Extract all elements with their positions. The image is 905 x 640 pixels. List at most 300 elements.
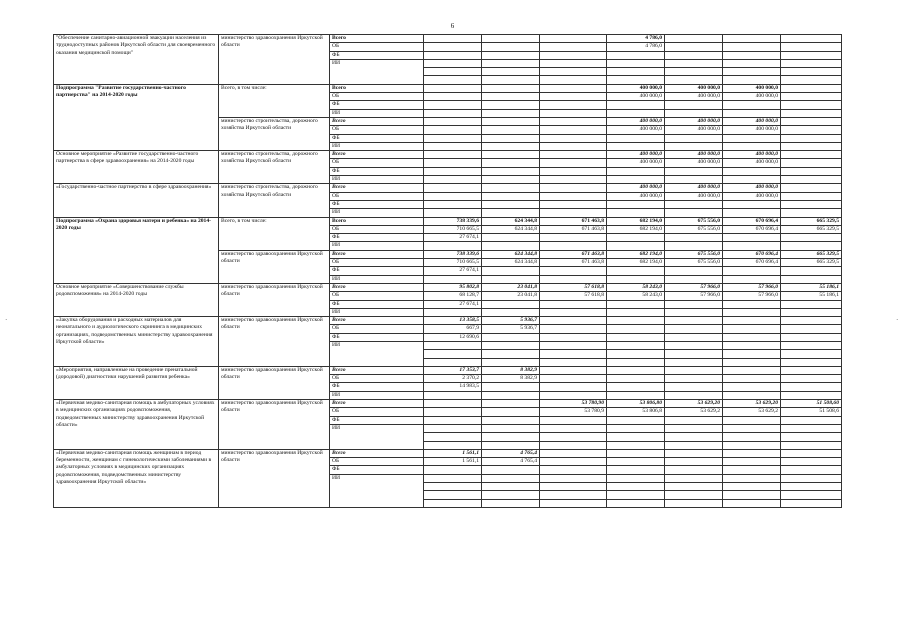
- funding-source-cell: Всего: [330, 151, 424, 159]
- amount-cell-year-6: 53 629,2: [723, 408, 781, 416]
- amount-cell-year-5: 675 556,0: [665, 259, 723, 267]
- amount-cell-year-4: [607, 142, 665, 150]
- amount-cell-year-5: [665, 333, 723, 341]
- amount-cell-year-1: 27 674,1: [424, 234, 482, 242]
- amount-cell-year-3: [540, 59, 607, 67]
- amount-cell-empty: [781, 441, 842, 449]
- funding-source-cell: Всего: [330, 400, 424, 408]
- amount-cell-year-7: [781, 84, 842, 92]
- amount-cell-empty: [540, 358, 607, 366]
- amount-cell-year-1: 27 674,1: [424, 267, 482, 275]
- funding-source-cell: ФБ: [330, 51, 424, 59]
- amount-cell-empty: [482, 441, 540, 449]
- executor-cell: министерство здравоохранения Иркутской области: [219, 400, 330, 450]
- table-row: [54, 283, 842, 291]
- amount-cell-year-7: [781, 267, 842, 275]
- amount-cell-year-2: [482, 184, 540, 192]
- amount-cell-year-7: [781, 192, 842, 200]
- amount-cell-year-7: [781, 308, 842, 316]
- amount-cell-year-6: [723, 474, 781, 482]
- amount-cell-empty: [665, 499, 723, 507]
- amount-cell-year-7: [781, 35, 842, 43]
- amount-cell-year-2: [482, 59, 540, 67]
- amount-cell-empty: [607, 68, 665, 76]
- amount-cell-year-6: [723, 333, 781, 341]
- table-row: [54, 84, 842, 92]
- amount-cell-year-5: [665, 43, 723, 51]
- amount-cell-year-5: 400 000,0: [665, 159, 723, 167]
- amount-cell-year-3: [540, 51, 607, 59]
- amount-cell-year-7: [781, 341, 842, 349]
- funding-source-cell: ИИ: [330, 474, 424, 507]
- amount-cell-year-6: [723, 242, 781, 250]
- amount-cell-year-2: [482, 341, 540, 349]
- amount-cell-empty: [781, 433, 842, 441]
- amount-cell-year-6: 400 000,0: [723, 126, 781, 134]
- amount-cell-year-1: [424, 466, 482, 474]
- amount-cell-year-5: [665, 300, 723, 308]
- amount-cell-year-2: 23 041,8: [482, 283, 540, 291]
- funding-source-cell: Всего: [330, 217, 424, 225]
- funding-source-cell: ОБ: [330, 325, 424, 333]
- amount-cell-year-1: 1 561,1: [424, 449, 482, 457]
- amount-cell-year-3: [540, 325, 607, 333]
- amount-cell-year-2: [482, 424, 540, 432]
- amount-cell-year-2: 4 765,4: [482, 458, 540, 466]
- amount-cell-year-7: [781, 275, 842, 283]
- funding-source-cell: ФБ: [330, 383, 424, 391]
- amount-cell-year-3: [540, 341, 607, 349]
- amount-cell-year-3: [540, 109, 607, 117]
- amount-cell-year-4: [607, 176, 665, 184]
- funding-source-cell: ФБ: [330, 167, 424, 175]
- amount-cell-year-1: [424, 176, 482, 184]
- amount-cell-year-7: [781, 176, 842, 184]
- amount-cell-year-4: 400 000,0: [607, 192, 665, 200]
- amount-cell-year-2: 624 344,8: [482, 225, 540, 233]
- amount-cell-year-2: [482, 176, 540, 184]
- amount-cell-year-2: [482, 167, 540, 175]
- amount-cell-year-1: 2 370,2: [424, 375, 482, 383]
- funding-source-cell: Всего: [330, 184, 424, 192]
- funding-source-cell: Всего: [330, 317, 424, 325]
- amount-cell-year-6: [723, 308, 781, 316]
- amount-cell-year-4: [607, 275, 665, 283]
- amount-cell-year-4: [607, 466, 665, 474]
- amount-cell-empty: [781, 483, 842, 491]
- amount-cell-year-7: [781, 474, 842, 482]
- funding-source-cell: ОБ: [330, 126, 424, 134]
- amount-cell-year-2: 624 344,8: [482, 259, 540, 267]
- amount-cell-year-2: [482, 416, 540, 424]
- funding-source-cell: ОБ: [330, 225, 424, 233]
- amount-cell-year-5: [665, 167, 723, 175]
- amount-cell-year-2: [482, 267, 540, 275]
- amount-cell-year-5: [665, 109, 723, 117]
- amount-cell-year-1: [424, 126, 482, 134]
- amount-cell-year-4: 682 194,0: [607, 225, 665, 233]
- amount-cell-year-6: [723, 101, 781, 109]
- executor-cell: министерство здравоохранения Иркутской области: [219, 449, 330, 507]
- amount-cell-year-2: [482, 391, 540, 399]
- amount-cell-year-7: [781, 159, 842, 167]
- funding-source-cell: ИИ: [330, 242, 424, 250]
- amount-cell-year-3: [540, 167, 607, 175]
- amount-cell-year-4: 400 000,0: [607, 159, 665, 167]
- amount-cell-year-4: [607, 234, 665, 242]
- amount-cell-empty: [723, 68, 781, 76]
- amount-cell-year-5: [665, 59, 723, 67]
- amount-cell-year-1: 95 802,8: [424, 283, 482, 291]
- funding-source-cell: ФБ: [330, 466, 424, 474]
- amount-cell-empty: [665, 350, 723, 358]
- amount-cell-empty: [540, 350, 607, 358]
- executor-cell: министерство строительства, дорожного хозяйства Иркутской области: [219, 117, 330, 150]
- funding-source-cell: ОБ: [330, 43, 424, 51]
- amount-cell-year-3: [540, 375, 607, 383]
- amount-cell-year-7: [781, 117, 842, 125]
- amount-cell-year-2: [482, 275, 540, 283]
- amount-cell-year-1: [424, 400, 482, 408]
- amount-cell-year-7: [781, 142, 842, 150]
- measure-name: «Первичная медико-санитарная помощь женщинам в период беременности, женщинам с гинекологическими заболеваниями в амбулаторных условиях в медицинских организациях родовспоможения, подведомственных министерству здравоохранения Иркутской области»: [54, 449, 219, 507]
- amount-cell-year-4: 400 000,0: [607, 126, 665, 134]
- amount-cell-year-1: [424, 341, 482, 349]
- amount-cell-year-7: [781, 383, 842, 391]
- amount-cell-year-2: [482, 134, 540, 142]
- amount-cell-year-6: [723, 35, 781, 43]
- amount-cell-year-2: [482, 84, 540, 92]
- executor-cell: министерство здравоохранения Иркутской области: [219, 250, 330, 283]
- amount-cell-year-5: [665, 176, 723, 184]
- funding-source-cell: ФБ: [330, 300, 424, 308]
- budget-sheet: [53, 34, 841, 508]
- amount-cell-year-6: [723, 391, 781, 399]
- amount-cell-year-4: 53 806,80: [607, 400, 665, 408]
- amount-cell-year-1: 667,9: [424, 325, 482, 333]
- amount-cell-year-6: 400 000,0: [723, 84, 781, 92]
- amount-cell-empty: [540, 433, 607, 441]
- amount-cell-year-4: [607, 333, 665, 341]
- amount-cell-year-6: [723, 167, 781, 175]
- amount-cell-year-3: [540, 458, 607, 466]
- funding-source-cell: ОБ: [330, 159, 424, 167]
- amount-cell-year-7: [781, 43, 842, 51]
- amount-cell-year-7: [781, 242, 842, 250]
- amount-cell-year-3: [540, 176, 607, 184]
- amount-cell-year-5: [665, 275, 723, 283]
- amount-cell-empty: [482, 491, 540, 499]
- amount-cell-year-4: [607, 366, 665, 374]
- amount-cell-year-2: [482, 234, 540, 242]
- amount-cell-year-7: [781, 59, 842, 67]
- measure-name: "Обеспечение санитарно-авиационной эвакуации населения из труднодоступных районов Иркутской области для своевременного оказания медицинской помощи": [54, 35, 219, 85]
- amount-cell-year-7: [781, 93, 842, 101]
- amount-cell-year-5: [665, 101, 723, 109]
- funding-source-cell: Всего: [330, 84, 424, 92]
- amount-cell-year-6: 670 696,4: [723, 250, 781, 258]
- amount-cell-empty: [482, 358, 540, 366]
- amount-cell-year-5: 400 000,0: [665, 84, 723, 92]
- amount-cell-empty: [781, 68, 842, 76]
- amount-cell-year-1: 13 358,5: [424, 317, 482, 325]
- amount-cell-year-2: [482, 51, 540, 59]
- amount-cell-empty: [723, 499, 781, 507]
- amount-cell-year-4: [607, 424, 665, 432]
- amount-cell-year-3: [540, 275, 607, 283]
- amount-cell-year-6: [723, 43, 781, 51]
- amount-cell-year-4: [607, 242, 665, 250]
- amount-cell-year-5: 400 000,0: [665, 192, 723, 200]
- funding-source-cell: ИИ: [330, 275, 424, 283]
- amount-cell-year-2: [482, 308, 540, 316]
- funding-source-cell: ФБ: [330, 101, 424, 109]
- amount-cell-year-6: 57 966,0: [723, 283, 781, 291]
- amount-cell-year-1: [424, 416, 482, 424]
- amount-cell-empty: [723, 76, 781, 84]
- amount-cell-year-4: [607, 391, 665, 399]
- amount-cell-year-6: [723, 458, 781, 466]
- amount-cell-year-6: [723, 366, 781, 374]
- amount-cell-empty: [607, 358, 665, 366]
- amount-cell-year-5: 400 000,0: [665, 93, 723, 101]
- amount-cell-empty: [665, 491, 723, 499]
- amount-cell-year-6: 400 000,0: [723, 117, 781, 125]
- funding-source-cell: ИИ: [330, 391, 424, 399]
- amount-cell-year-1: [424, 35, 482, 43]
- amount-cell-empty: [482, 68, 540, 76]
- amount-cell-year-3: [540, 134, 607, 142]
- amount-cell-year-2: [482, 109, 540, 117]
- amount-cell-year-5: [665, 308, 723, 316]
- amount-cell-year-7: 51 508,60: [781, 400, 842, 408]
- amount-cell-year-5: 53 629,20: [665, 400, 723, 408]
- amount-cell-year-6: [723, 317, 781, 325]
- amount-cell-year-3: [540, 424, 607, 432]
- funding-source-cell: Всего: [330, 35, 424, 43]
- amount-cell-year-1: [424, 184, 482, 192]
- table-row: [54, 151, 842, 159]
- amount-cell-year-1: 710 665,5: [424, 225, 482, 233]
- amount-cell-year-6: 400 000,0: [723, 184, 781, 192]
- amount-cell-year-3: [540, 317, 607, 325]
- amount-cell-year-7: [781, 300, 842, 308]
- executor-cell: Всего, в том числе:: [219, 217, 330, 250]
- amount-cell-year-4: [607, 416, 665, 424]
- amount-cell-year-3: [540, 209, 607, 217]
- amount-cell-year-2: [482, 209, 540, 217]
- amount-cell-empty: [723, 433, 781, 441]
- amount-cell-empty: [781, 350, 842, 358]
- amount-cell-year-3: 57 618,8: [540, 283, 607, 291]
- amount-cell-year-7: [781, 466, 842, 474]
- amount-cell-year-4: [607, 101, 665, 109]
- amount-cell-year-2: [482, 200, 540, 208]
- amount-cell-year-2: [482, 400, 540, 408]
- amount-cell-year-4: [607, 267, 665, 275]
- amount-cell-empty: [665, 76, 723, 84]
- funding-source-cell: ФБ: [330, 333, 424, 341]
- amount-cell-year-5: [665, 424, 723, 432]
- amount-cell-year-6: 400 000,0: [723, 159, 781, 167]
- amount-cell-year-2: [482, 333, 540, 341]
- amount-cell-year-1: [424, 59, 482, 67]
- amount-cell-empty: [607, 483, 665, 491]
- amount-cell-empty: [482, 350, 540, 358]
- measure-name: Подпрограмма «Охрана здоровья матери и ребенка» на 2014-2020 годы: [54, 217, 219, 283]
- amount-cell-year-3: [540, 333, 607, 341]
- amount-cell-year-1: [424, 474, 482, 482]
- amount-cell-year-5: [665, 341, 723, 349]
- amount-cell-year-7: [781, 151, 842, 159]
- amount-cell-year-1: [424, 275, 482, 283]
- amount-cell-empty: [607, 441, 665, 449]
- amount-cell-year-4: [607, 383, 665, 391]
- funding-source-cell: Всего: [330, 366, 424, 374]
- amount-cell-year-3: [540, 101, 607, 109]
- amount-cell-empty: [607, 499, 665, 507]
- funding-source-cell: ИИ: [330, 176, 424, 184]
- amount-cell-empty: [723, 483, 781, 491]
- amount-cell-year-3: [540, 184, 607, 192]
- amount-cell-year-3: [540, 474, 607, 482]
- amount-cell-year-1: 738 339,6: [424, 217, 482, 225]
- amount-cell-year-3: [540, 391, 607, 399]
- amount-cell-year-3: [540, 308, 607, 316]
- amount-cell-empty: [540, 76, 607, 84]
- amount-cell-year-2: [482, 242, 540, 250]
- amount-cell-year-7: [781, 167, 842, 175]
- amount-cell-year-7: 55 186,1: [781, 283, 842, 291]
- measure-name: «Мероприятия, направленные на проведение пренатальной (дородовой) диагностики нарушений развития ребенка»: [54, 366, 219, 399]
- amount-cell-empty: [665, 433, 723, 441]
- amount-cell-year-1: [424, 84, 482, 92]
- executor-cell: министерство здравоохранения Иркутской области: [219, 366, 330, 399]
- amount-cell-year-5: [665, 134, 723, 142]
- funding-source-cell: Всего: [330, 449, 424, 457]
- amount-cell-year-5: [665, 35, 723, 43]
- amount-cell-year-4: [607, 209, 665, 217]
- amount-cell-empty: [665, 483, 723, 491]
- amount-cell-year-6: 400 000,0: [723, 93, 781, 101]
- amount-cell-year-7: [781, 51, 842, 59]
- amount-cell-year-7: [781, 184, 842, 192]
- amount-cell-year-7: 51 508,6: [781, 408, 842, 416]
- amount-cell-year-4: 682 194,0: [607, 217, 665, 225]
- amount-cell-empty: [781, 491, 842, 499]
- amount-cell-year-7: [781, 325, 842, 333]
- amount-cell-year-1: [424, 192, 482, 200]
- executor-cell: Всего, в том числе:: [219, 84, 330, 117]
- scan-margin-mark-left: ·: [5, 316, 8, 324]
- amount-cell-empty: [540, 68, 607, 76]
- amount-cell-year-6: [723, 51, 781, 59]
- amount-cell-year-4: [607, 51, 665, 59]
- amount-cell-year-7: [781, 458, 842, 466]
- amount-cell-year-1: [424, 200, 482, 208]
- amount-cell-year-2: [482, 101, 540, 109]
- amount-cell-year-4: 400 000,0: [607, 93, 665, 101]
- measure-name: Основное мероприятие «Совершенствование службы родовспоможения» на 2014-2020 годы: [54, 283, 219, 316]
- amount-cell-empty: [424, 68, 482, 76]
- amount-cell-year-1: [424, 159, 482, 167]
- amount-cell-year-3: 671 463,8: [540, 259, 607, 267]
- amount-cell-year-1: [424, 93, 482, 101]
- amount-cell-year-6: 670 696,4: [723, 225, 781, 233]
- executor-cell: министерство здравоохранения Иркутской области: [219, 317, 330, 367]
- funding-source-cell: ИИ: [330, 209, 424, 217]
- amount-cell-year-2: 624 344,8: [482, 250, 540, 258]
- amount-cell-year-6: [723, 416, 781, 424]
- amount-cell-year-1: [424, 51, 482, 59]
- amount-cell-year-1: [424, 242, 482, 250]
- funding-source-cell: ОБ: [330, 458, 424, 466]
- funding-source-cell: ОБ: [330, 292, 424, 300]
- budget-table: [53, 34, 842, 508]
- amount-cell-year-4: 400 000,0: [607, 117, 665, 125]
- amount-cell-year-2: [482, 474, 540, 482]
- amount-cell-year-2: [482, 300, 540, 308]
- amount-cell-year-4: [607, 59, 665, 67]
- amount-cell-year-4: 400 000,0: [607, 151, 665, 159]
- funding-source-cell: Всего: [330, 283, 424, 291]
- amount-cell-year-6: [723, 209, 781, 217]
- funding-source-cell: ИИ: [330, 341, 424, 366]
- amount-cell-year-1: [424, 167, 482, 175]
- amount-cell-year-4: 58 243,0: [607, 283, 665, 291]
- funding-source-cell: ФБ: [330, 416, 424, 424]
- amount-cell-year-2: 8 382,9: [482, 366, 540, 374]
- amount-cell-year-3: 671 463,8: [540, 225, 607, 233]
- amount-cell-year-6: [723, 375, 781, 383]
- amount-cell-year-2: [482, 408, 540, 416]
- funding-source-cell: ИИ: [330, 109, 424, 117]
- amount-cell-year-4: [607, 325, 665, 333]
- funding-source-cell: ОБ: [330, 259, 424, 267]
- amount-cell-year-7: [781, 126, 842, 134]
- amount-cell-year-3: [540, 300, 607, 308]
- amount-cell-year-7: [781, 134, 842, 142]
- amount-cell-empty: [607, 433, 665, 441]
- amount-cell-year-1: [424, 209, 482, 217]
- amount-cell-year-7: [781, 424, 842, 432]
- amount-cell-year-6: [723, 466, 781, 474]
- amount-cell-year-3: [540, 366, 607, 374]
- amount-cell-empty: [424, 358, 482, 366]
- amount-cell-year-1: [424, 308, 482, 316]
- amount-cell-empty: [424, 350, 482, 358]
- amount-cell-year-2: [482, 117, 540, 125]
- amount-cell-year-5: 400 000,0: [665, 151, 723, 159]
- amount-cell-empty: [665, 358, 723, 366]
- funding-source-cell: ОБ: [330, 192, 424, 200]
- amount-cell-year-7: 665 329,5: [781, 259, 842, 267]
- amount-cell-year-7: [781, 333, 842, 341]
- amount-cell-year-6: 53 629,20: [723, 400, 781, 408]
- amount-cell-empty: [424, 441, 482, 449]
- amount-cell-year-2: [482, 142, 540, 150]
- amount-cell-empty: [781, 76, 842, 84]
- amount-cell-year-5: [665, 51, 723, 59]
- funding-source-cell: ФБ: [330, 200, 424, 208]
- amount-cell-year-4: [607, 308, 665, 316]
- table-row: [54, 184, 842, 192]
- funding-source-cell: ФБ: [330, 234, 424, 242]
- amount-cell-year-1: 12 690,6: [424, 333, 482, 341]
- amount-cell-year-1: 1 561,1: [424, 458, 482, 466]
- table-row: [54, 366, 842, 374]
- amount-cell-year-2: [482, 93, 540, 101]
